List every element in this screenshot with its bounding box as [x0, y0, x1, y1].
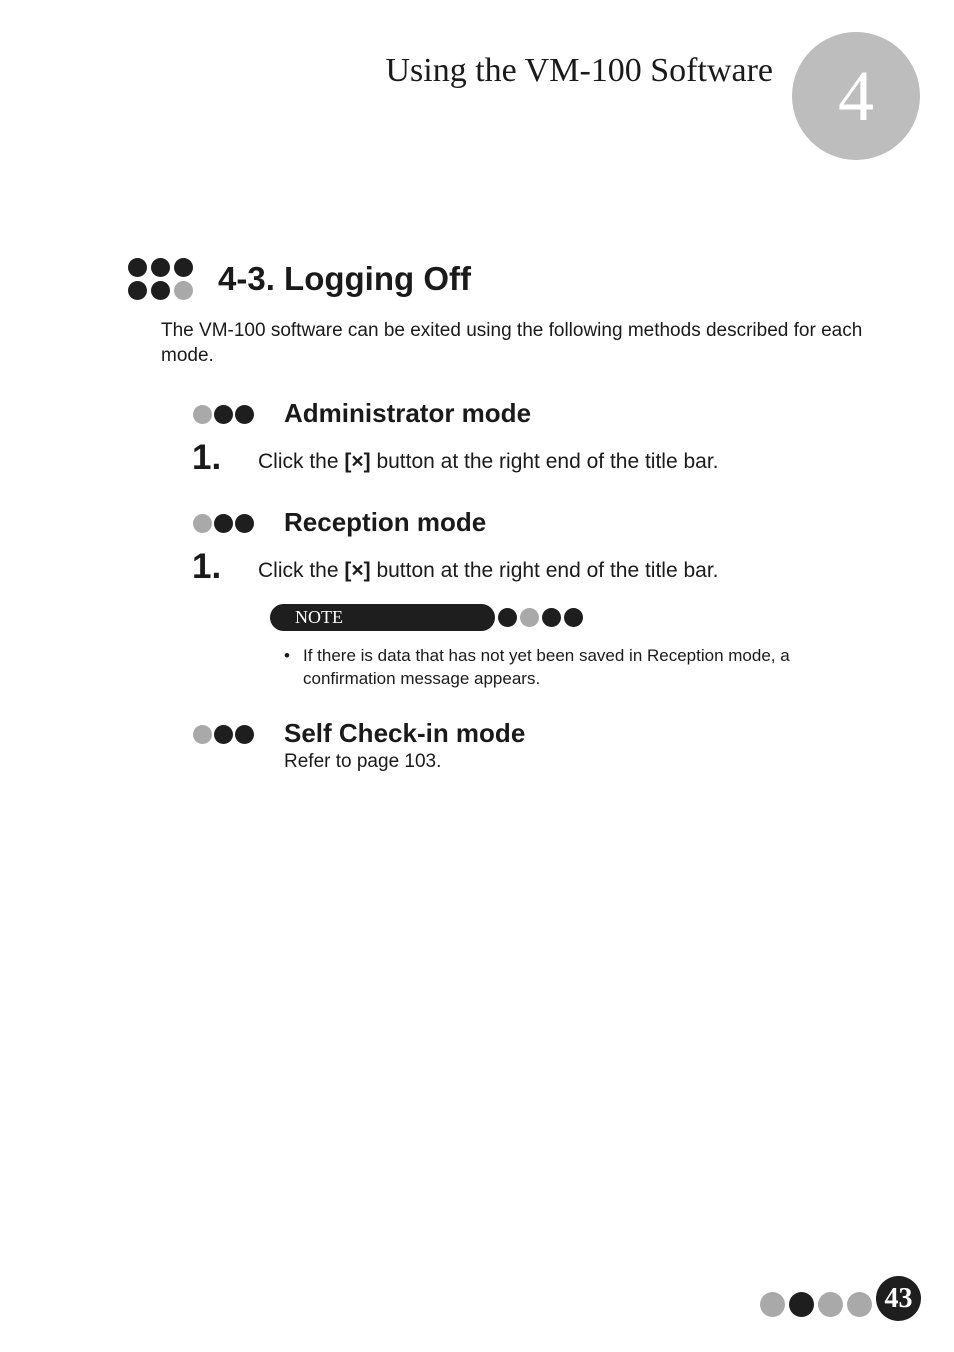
note-label: NOTE: [270, 604, 495, 631]
section-title: 4-3. Logging Off: [218, 260, 471, 297]
admin-mode-title: Administrator mode: [284, 398, 532, 428]
dot-icon: [235, 725, 254, 744]
subsection-dots-icon: [193, 514, 259, 534]
dot-icon: [235, 514, 254, 533]
dot-icon: [174, 281, 193, 300]
footer-dots-icon: [760, 1292, 875, 1318]
chapter-title: Using the VM-100 Software: [385, 52, 773, 89]
section-dots-icon: [128, 258, 194, 302]
dot-icon: [214, 725, 233, 744]
dot-icon: [498, 608, 517, 627]
bullet-icon: •: [284, 646, 290, 665]
dot-icon: [193, 405, 212, 424]
step-text-post: button at the right end of the title bar.: [370, 559, 719, 582]
page-reference: Refer to page 103.: [284, 751, 442, 772]
dot-icon: [151, 281, 170, 300]
dot-icon: [542, 608, 561, 627]
admin-step-number: 1.: [192, 438, 222, 477]
dot-icon: [151, 258, 170, 277]
dot-icon: [235, 405, 254, 424]
dot-icon: [760, 1292, 785, 1317]
step-text-pre: Click the: [258, 450, 345, 473]
dot-icon: [193, 514, 212, 533]
close-button-label: [×]: [344, 559, 371, 582]
dot-icon: [128, 258, 147, 277]
close-button-label: [×]: [344, 450, 371, 473]
step-text-post: button at the right end of the title bar.: [370, 450, 719, 473]
chapter-number-badge: 4: [792, 32, 920, 160]
admin-step-text: [258, 450, 719, 474]
dot-icon: [174, 258, 193, 277]
reception-step-text: [258, 559, 719, 583]
dot-icon: [564, 608, 583, 627]
dot-icon: [214, 405, 233, 424]
note-text: If there is data that has not yet been saved in Reception mode, a confirmation message appears.: [303, 646, 790, 688]
reception-step-number: 1.: [192, 547, 222, 586]
reception-mode-title: Reception mode: [284, 507, 487, 537]
dot-icon: [214, 514, 233, 533]
dot-icon: [818, 1292, 843, 1317]
subsection-dots-icon: [193, 725, 259, 745]
dot-icon: [128, 281, 147, 300]
dot-icon: [789, 1292, 814, 1317]
dot-icon: [193, 725, 212, 744]
subsection-dots-icon: [193, 405, 259, 425]
dot-icon: [847, 1292, 872, 1317]
page-number: 43: [876, 1276, 921, 1321]
section-intro: The VM-100 software can be exited using the following methods described for each mode.: [161, 320, 863, 366]
selfcheckin-mode-title: Self Check-in mode: [284, 718, 526, 748]
dot-icon: [520, 608, 539, 627]
step-text-pre: Click the: [258, 559, 345, 582]
note-dots-icon: [498, 608, 588, 628]
